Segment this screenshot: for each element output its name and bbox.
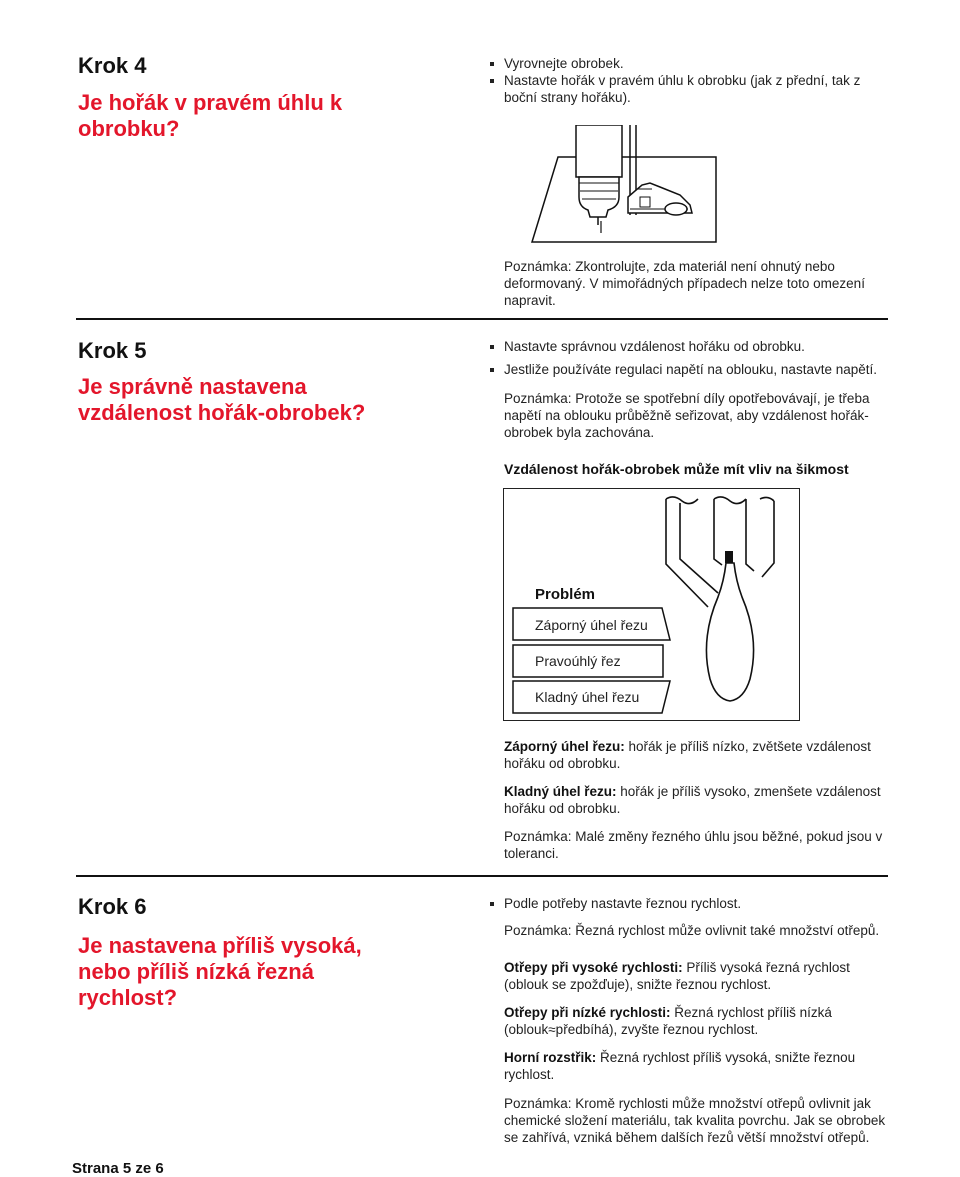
divider [76,875,888,877]
step5-def-positive [504,783,894,817]
step4-bullets [487,55,867,106]
step6-def-top-spatter [504,1049,894,1083]
bullet-item: Nastavte správnou vzdálenost hořáku od obrobku. [487,338,887,355]
term: Otřepy při vysoké rychlosti: [504,960,683,975]
bevel-diagram [503,488,800,721]
term: Horní rozstřik: [504,1050,597,1065]
definition: Příliš vysoká řezná rychlost (oblouk se zpožďuje), snižte řeznou rychlost. [504,960,850,992]
step4-note: Poznámka: Zkontrolujte, zda materiál není ohnutý nebo deformovaný. V mimořádných případech nelze toto omezení napravit. [504,259,865,308]
option-square-cut: Pravoúhlý řez [535,653,621,669]
definition: hořák je příliš vysoko, zmenšete vzdálenost hořáku od obrobku. [504,784,881,816]
torch-square-illustration [530,125,720,245]
step6-def-low-speed [504,1004,894,1038]
step6-bullets [487,895,887,912]
bullet-item: Vyrovnejte obrobek. [487,55,867,72]
option-negative-bevel: Záporný úhel řezu [535,617,648,633]
step4-title: Krok 4 [78,53,147,78]
step6-title: Krok 6 [78,894,147,919]
definition: hořák je příliš nízko, zvětšete vzdálenost hořáku od obrobku. [504,739,871,771]
step6-def-high-speed [504,959,894,993]
option-positive-bevel: Kladný úhel řezu [535,689,640,705]
divider [76,318,888,320]
bullet-item: Podle potřeby nastavte řeznou rychlost. [487,895,887,912]
step5-bullets [487,338,887,378]
problem-label: Problém [535,586,596,603]
definition: Řezná rychlost příliš nízká (oblouk≈předbíhá), zvyšte řeznou rychlost. [504,1005,832,1037]
definition: Řezná rychlost příliš vysoká, snižte řeznou rychlost. [504,1050,856,1082]
step5-title: Krok 5 [78,338,147,363]
step6-question: Je nastavena příliš vysoká, nebo příliš nízká řezná rychlost? [78,933,362,1010]
term: Otřepy při nízké rychlosti: [504,1005,671,1020]
step5-note: Poznámka: Protože se spotřební díly opotřebovávají, je třeba napětí na oblouku průběžně seřizovat, aby vzdálenost hořák-obrobek byla zachována. [504,391,870,440]
bullet-item: Jestliže používáte regulaci napětí na oblouku, nastavte napětí. [487,361,887,378]
step5-note2: Poznámka: Malé změny řezného úhlu jsou běžné, pokud jsou v toleranci. [504,829,883,861]
step5-question: Je správně nastavena vzdálenost hořák-obrobek? [78,374,366,425]
diagram-title: Vzdálenost hořák-obrobek může mít vliv na šikmost [504,461,849,477]
step6-note: Poznámka: Řezná rychlost může ovlivnit také množství otřepů. [504,923,880,938]
page-number: Strana 5 ze 6 [72,1160,164,1177]
step4-question: Je hořák v pravém úhlu k obrobku? [78,90,343,141]
term: Kladný úhel řezu: [504,784,617,799]
bullet-item: Nastavte hořák v pravém úhlu k obrobku (jak z přední, tak z boční strany hořáku). [487,72,867,106]
step5-def-negative [504,738,894,772]
step6-note2: Poznámka: Kromě rychlosti může množství otřepů ovlivnit jak chemické složení materiálu, tak kvalita povrchu. Jak se obrobek se zahřívá, vzniká během dalších řezů větší množství otřepů. [504,1096,886,1145]
term: Záporný úhel řezu: [504,739,625,754]
